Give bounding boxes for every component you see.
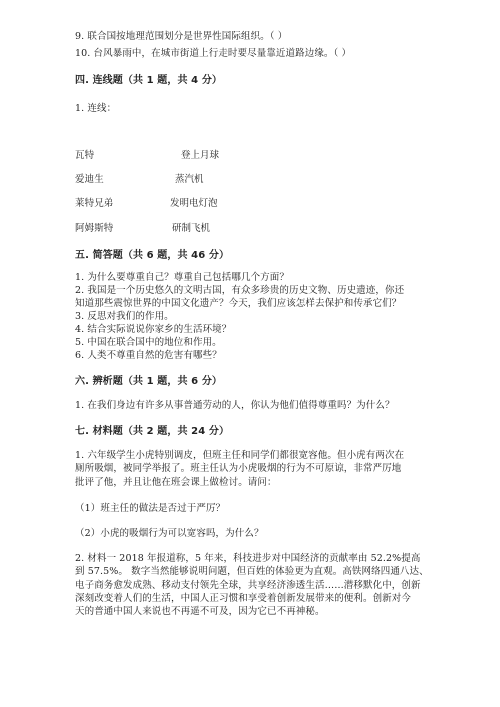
material-q1-line: 1. 六年级学生小虎特别调皮，但班主任和同学们都很宽容他。但小虎有两次在 [75, 450, 405, 461]
section-heading-material: 七. 材料题（共 2 题，共 24 分） [75, 426, 230, 437]
material-q1-line: 厕所吸烟，被同学举报了。班主任认为小虎吸烟的行为不可原谅，非常严厉地 [75, 463, 402, 474]
material-q2-line: 天的普通中国人来说也不再遥不可及，因为它已不再神秘。 [75, 606, 325, 617]
matching-instruction: 1. 连线： [75, 103, 117, 114]
material-q1-line: 批评了他，并且让他在班会课上做检讨。请问： [75, 477, 277, 488]
short-answer-line: 3. 反思对我们的作用。 [75, 311, 174, 322]
material-q1-sub1: （1）班主任的做法是否过于严厉？ [75, 503, 226, 514]
material-q2-line: 2. 材料一 2018 年报道称，5 年来，科技进步对中国经济的贡献率由 52.2%提高 [75, 553, 421, 564]
short-answer-line: 4. 结合实际说说你家乡的生活环境？ [75, 324, 232, 335]
material-q1-sub2: （2）小虎的吸烟行为可以宽容吗，为什么？ [75, 528, 264, 539]
short-answer-line: 6. 人类不尊重自然的危害有哪些？ [75, 350, 222, 361]
section-heading-short-answer: 五. 简答题（共 6 题，共 46 分） [75, 250, 230, 261]
matching-left-item: 爱迪生 [75, 174, 104, 185]
matching-right-item: 研制飞机 [172, 223, 211, 234]
question-10: 10. 台风暴雨中，在城市街道上行走时要尽量靠近道路边缘。（ ） [75, 48, 352, 59]
short-answer-line: 5. 中国在联合国中的地位和作用。 [75, 337, 222, 348]
material-q2-line: 到 57.5%。 数字当然能够说明问题，但百姓的体验更为直观。高铁网络四通八达、 [75, 566, 429, 577]
short-answer-line: 1. 为什么要尊重自己？尊重自己包括哪几个方面？ [75, 272, 289, 283]
material-q2-line: 电子商务愈发成熟、移动支付领先全球，共享经济渗透生活……潜移默化中，创新 [75, 580, 421, 591]
matching-right-item: 蒸汽机 [175, 174, 204, 185]
analysis-question: 1. 在我们身边有许多从事普通劳动的人，你认为他们值得尊重吗？为什么？ [75, 400, 395, 411]
matching-left-item: 莱特兄弟 [75, 198, 114, 209]
matching-left-item: 瓦特 [75, 150, 95, 161]
section-heading-analysis: 六. 辨析题（共 1 题，共 6 分） [75, 376, 223, 387]
section-heading-matching: 四. 连线题（共 1 题，共 4 分） [75, 75, 223, 86]
question-9: 9. 联合国按地理范围划分是世界性国际组织。（ ） [75, 31, 288, 42]
material-q2-line: 深刻改变着人们的生活，中国人正习惯和享受着创新发展带来的便利。创新对今 [75, 593, 412, 604]
short-answer-line: 2. 我国是一个历史悠久的文明古国，有众多珍贵的历史文物、历史遗迹，你还 [75, 285, 405, 296]
short-answer-line: 知道那些震惊世界的中国文化遗产？今天，我们应该怎样去保护和传承它们？ [75, 298, 402, 309]
matching-left-item: 阿姆斯特 [75, 223, 114, 234]
matching-right-item: 发明电灯泡 [170, 198, 218, 209]
matching-right-item: 登上月球 [181, 150, 220, 161]
